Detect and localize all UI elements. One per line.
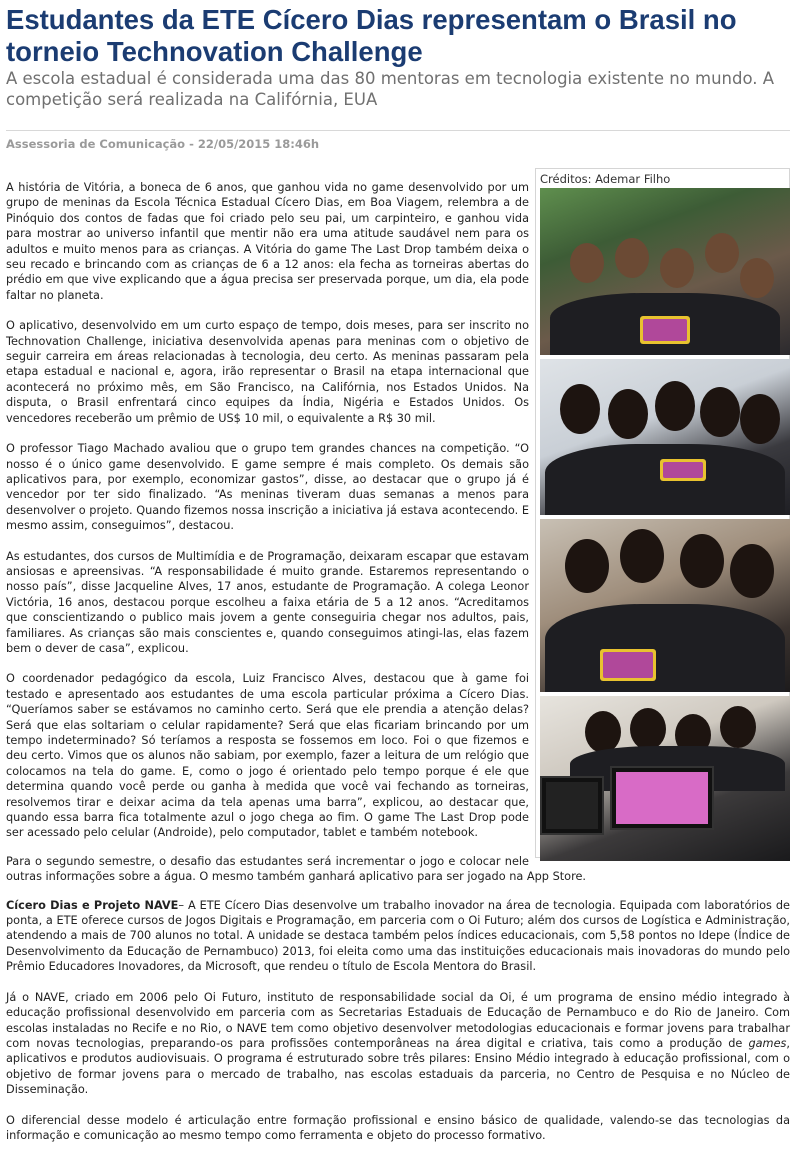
nave-p2-text: Já o NAVE, criado em 2006 pelo Oi Futuro, instituto de responsabilidade social da Oi, é um programa de ensino médio integrado à educação profissional desenvolvido em parceria com as Secretarias Estaduais de Educação de Pernambuco e do Rio de Janeiro. Com escolas instaladas no Recife e no Rio, o NAVE tem como objetivo desenvolver metodologias educacionais e formar jovens para trabalhar com novas tecnologias, preparando-os para profissões contemporâneas na área digital e criativa, tais como a produção de xyxy=(6,990,790,1050)
photo-students-group xyxy=(540,359,790,515)
paragraph-4: As estudantes, dos cursos de Multimídia e de Programação, deixaram escapar que estavam ansiosas e apreensivas. “A responsabilidade é muito grande. Estaremos representando o nosso país”, disse Jacqueline Alves, 17 anos, estudante de Programação. A colega Leonor Victória, 16 anos, destacou porque escolheu a faixa etária de 5 a 12 anos. “Acreditamos que conscientizando o publico mais jovem a gente conseguiria chegar nos adultos, pais, familiares. As crianças são mais conscientes e, quando conseguimos atingi-las, elas fazem bem o dever de casa”, explicou. xyxy=(6,549,529,655)
nave-paragraph: – A ETE Cícero Dias desenvolve um trabalho inovador na área de tecnologia. Equipada com laboratórios de ponta, a ETE oferece cursos de Jogos Digitais e Programação, em parceria com o Oi Futuro; além dos cursos de Logística e Administração, atendendo a mais de 700 alunos no total. A unidade se destaca também pelos índices educacionais, com 5,58 pontos no Idepe (Índice de Desenvolvimento da Educação de Pernambuco) 2013, foi eleita como uma das instituições educacionais mais inovadoras do mundo pelo Prêmio Educadores Inovadores, da Microsoft, que rendeu o título de Escola Mentora do Brasil. xyxy=(6,898,790,974)
paragraph-1: A história de Vitória, a boneca de 6 anos, que ganhou vida no game desenvolvido por um grupo de meninas da Escola Técnica Estadual Cícero Dias, em Boa Viagem, relembra a de Pinóquio dos contos de fadas que foi criado pelo seu pai, um carpinteiro, e ganhou vida para mostrar ao universo infantil que mentir não era uma atitude saudável nem para os adultos e muito menos para as crianças. A Vitória do game The Last Drop também deixa o seu recado e brincando com as crianças de 6 a 12 anos: ela fecha as torneiras abertas do prédio em que vive explicando que a água precisa ser preservada porque, um dia, ela pode faltar no planeta. xyxy=(6,181,529,302)
nave-p2-text-end: , aplicativos e produtos audiovisuais. O programa é estruturado sobre três pilares: Ensino Médio integrado à educação profissional, com o objetivo de formar jovens para o mercado de trabalho, nas escolas estaduais da parceria, no Centro de Pesquisa e no Núcleo de Disseminação. xyxy=(6,1036,790,1097)
photo-students-closeup xyxy=(540,519,790,692)
nave-heading: Cícero Dias e Projeto NAVE xyxy=(6,898,179,912)
paragraph-nave xyxy=(6,898,790,975)
article-byline: Assessoria de Comunicação - 22/05/2015 18:46h xyxy=(6,137,320,151)
article-headline: Estudantes da ETE Cícero Dias representam o Brasil no torneio Technovation Challenge xyxy=(6,4,737,67)
paragraph-closing: O diferencial desse modelo é articulação entre formação profissional e ensino básico de qualidade, valendo-se das tecnologias da informação e comunicação ao mesmo tempo como ferramenta e objeto do processo formativo. xyxy=(6,1113,790,1142)
paragraph-nave-2 xyxy=(6,990,790,1098)
paragraph-6: Para o segundo semestre, o desafio das estudantes será incrementar o jogo e colocar nele outras informações sobre a água. O mesmo também ganhará aplicativo para ser jogado na App Store. xyxy=(6,854,587,884)
photo-gallery xyxy=(535,168,790,858)
paragraph-3: O professor Tiago Machado avaliou que o grupo tem grandes chances na competição. “O nosso é o único game desenvolvido. E game sempre é mais completo. Os demais são aplicativos para, por exemplo, economizar gastos”, disse, ao destacar que o grupo já é vencedor por ter sido finalizado. “As meninas tiveram duas semanas a menos para desenvolver o projeto. Quando fizemos nossa inscrição a iniciativa já estava acontecendo. E mesmo assim, conseguimos”, destacou. xyxy=(6,442,529,533)
paragraph-2: O aplicativo, desenvolvido em um curto espaço de tempo, dois meses, para ser inscrito no Technovation Challenge, iniciativa desenvolvida apenas para meninas com o objetivo de seguir carreira em áreas relacionadas à tecnologia, deu certo. As meninas passaram pela etapa estadual e nacional e, agora, irão representar o Brasil na etapa internacional que acontecerá no próximo mês, em São Francisco, na Califórnia, nos Estados Unidos. Na disputa, o Brasil enfrentará cinco equipes da Índia, Nigéria e Estados Unidos. Os vencedores receberão um prêmio de US$ 10 mil, o equivalente a R$ 30 mil. xyxy=(6,319,529,425)
nave-p2-emphasis: games xyxy=(748,1036,787,1050)
header-divider xyxy=(6,130,790,131)
article-body xyxy=(6,172,790,1158)
photo-credit: Créditos: Ademar Filho xyxy=(540,172,671,186)
paragraph-5: O coordenador pedagógico da escola, Luiz Francisco Alves, destacou que à game foi testado e apresentado aos estudantes de uma escola particular próxima a Cícero Dias. “Queríamos saber se estávamos no caminho certo. Será que ele prendia a atenção delas? Será que elas soltariam o celular rapidamente? Será que elas ficariam brincando por um tempo indeterminado? Só teríamos a resposta se fossemos em loco. Foi o que fizemos e deu certo. Vimos que os alunos não sabiam, por exemplo, fazer a leitura de um relógio que colocamos na tela do game. E, como o jogo é orientado pelo tempo porque é ele que determina quando você perde ou ganha à medida que você vai fechando as torneiras, resolvemos tirar e deixar acima da tela apenas uma barra”, explicou, ao destacar que, quando essa barra fica totalmente azul o jogo chega ao fim. O game The Last Drop pode ser acessado pelo celular (Androide), pelo computador, tablet e também notebook. xyxy=(6,672,529,840)
photo-students-outdoor xyxy=(540,188,790,355)
article-subtitle: A escola estadual é considerada uma das 80 mentoras em tecnologia existente no mundo. A competição será realizada na Califórnia, EUA xyxy=(6,69,775,109)
photo-students-computer-lab xyxy=(540,696,790,861)
